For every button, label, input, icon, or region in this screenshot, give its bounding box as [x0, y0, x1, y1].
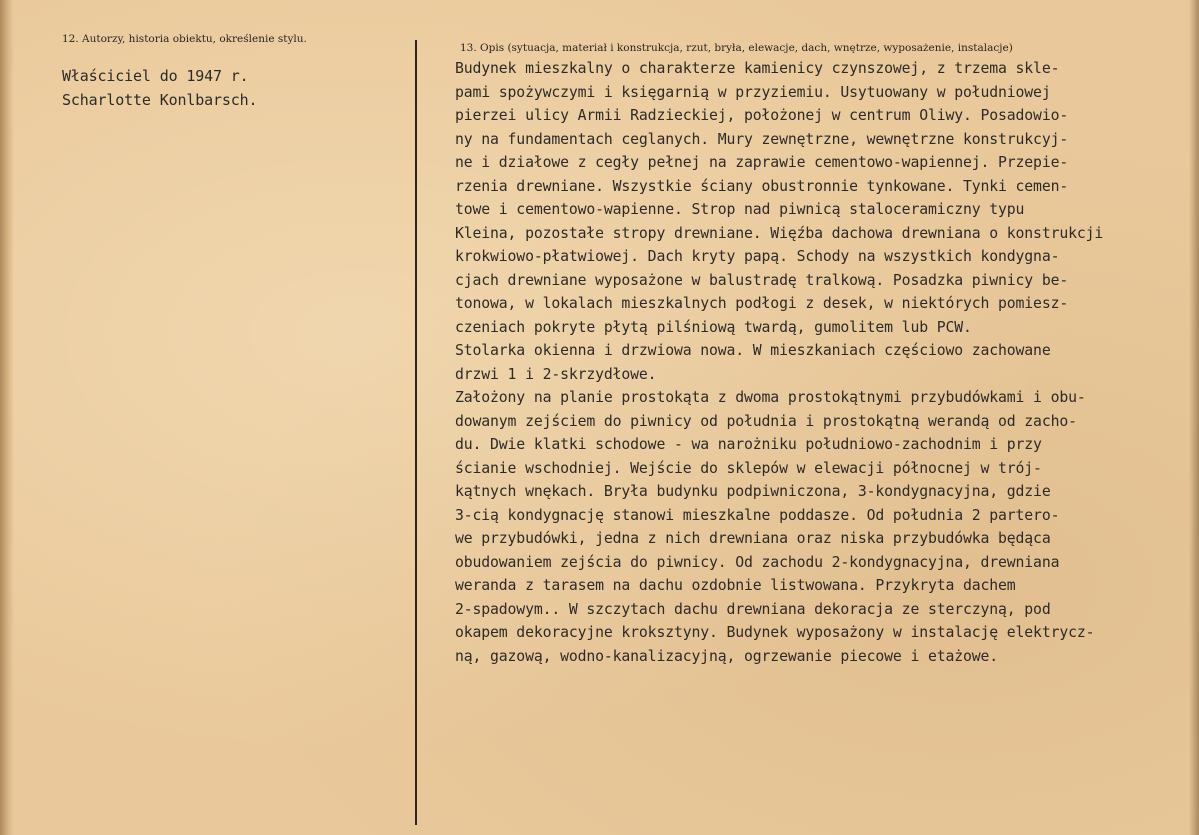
section-13-line: krokwiowo-płatwiowej. Dach kryty papą. Schody na wszystkich kondygna-: [455, 248, 1060, 265]
section-13-text: [455, 57, 1103, 668]
section-13-line: ne i działowe z cegły pełnej na zaprawie cementowo-wapiennej. Przepie-: [455, 154, 1069, 171]
section-13-line: we przybudówki, jedna z nich drewniana oraz niska przybudówka będąca: [455, 530, 1051, 547]
section-13-label: 13. Opis (sytuacja, materiał i konstrukcja, rzut, bryła, elewacje, dach, wnętrze, wyposażenie, instalacje): [460, 42, 1013, 54]
section-13-line: okapem dekoracyjne kroksztyny. Budynek wyposażony w instalację elektrycz-: [455, 624, 1095, 641]
section-13-line: Kleina, pozostałe stropy drewniane. Więźba dachowa drewniana o konstrukcji: [455, 224, 1104, 242]
section-13-line: Budynek mieszkalny o charakterze kamienicy czynszowej, z trzema skle-: [455, 60, 1060, 77]
section-13-line: Założony na planie prostokąta z dwoma prostokątnymi przybudówkami i obu-: [455, 389, 1086, 406]
section-13-line: ny na fundamentach ceglanych. Mury zewnętrzne, wewnętrzne konstrukcyj-: [455, 130, 1069, 148]
paper-edge-left: [0, 0, 14, 835]
column-divider: [415, 40, 417, 825]
section-12-line: Scharlotte Konlbarsch.: [62, 91, 258, 109]
section-13-line: weranda z tarasem na dachu ozdobnie listwowana. Przykryta dachem: [455, 577, 1016, 594]
section-13-line: pami spożywczymi i księgarnią w przyziemiu. Usytuowany w południowej: [455, 83, 1051, 101]
section-13-line: tonowa, w lokalach mieszkalnych podłogi z desek, w niektórych pomiesz-: [455, 295, 1069, 312]
section-13-line: Stolarka okienna i drzwiowa nowa. W mieszkaniach częściowo zachowane: [455, 342, 1051, 359]
section-13-line: du. Dwie klatki schodowe - wa narożniku południowo-zachodnim i przy: [455, 436, 1042, 453]
section-13-line: towe i cementowo-wapienne. Strop nad piwnicą staloceramiczny typu: [455, 201, 1025, 218]
section-12-label: 12. Autorzy, historia obiektu, określenie stylu.: [62, 33, 307, 45]
section-13-line: 3-cią kondygnację stanowi mieszkalne poddasze. Od południa 2 partero-: [455, 506, 1060, 524]
section-13-line: dowanym zejściem do piwnicy od południa i prostokątną werandą od zacho-: [455, 412, 1077, 430]
section-13-line: ną, gazową, wodno-kanalizacyjną, ogrzewanie piecowe i etażowe.: [455, 647, 999, 665]
section-13-line: drzwi 1 i 2-skrzydłowe.: [455, 365, 657, 383]
section-13-line: obudowaniem zejścia do piwnicy. Od zachodu 2-kondygnacyjna, drewniana: [455, 553, 1060, 571]
section-13-line: ścianie wschodniej. Wejście do sklepów w elewacji północnej w trój-: [455, 459, 1042, 477]
section-13-line: kątnych wnękach. Bryła budynku podpiwniczona, 3-kondygnacyjna, gdzie: [455, 483, 1051, 500]
section-12-text: [62, 64, 257, 112]
section-13-line: rzenia drewniane. Wszystkie ściany obustronnie tynkowane. Tynki cemen-: [455, 177, 1069, 195]
section-13-line: czeniach pokryte płytą pilśniową twardą, gumolitem lub PCW.: [455, 318, 972, 336]
section-13-line: pierzei ulicy Armii Radzieckiej, położonej w centrum Oliwy. Posadowio-: [455, 107, 1069, 124]
section-13-line: cjach drewniane wyposażone w balustradę tralkową. Posadzka piwnicy be-: [455, 271, 1069, 289]
paper-edge-right: [1189, 0, 1199, 835]
section-12-line: Właściciel do 1947 r.: [62, 67, 249, 85]
section-13-line: 2-spadowym.. W szczytach dachu drewniana dekoracja ze sterczyną, pod: [455, 600, 1051, 618]
